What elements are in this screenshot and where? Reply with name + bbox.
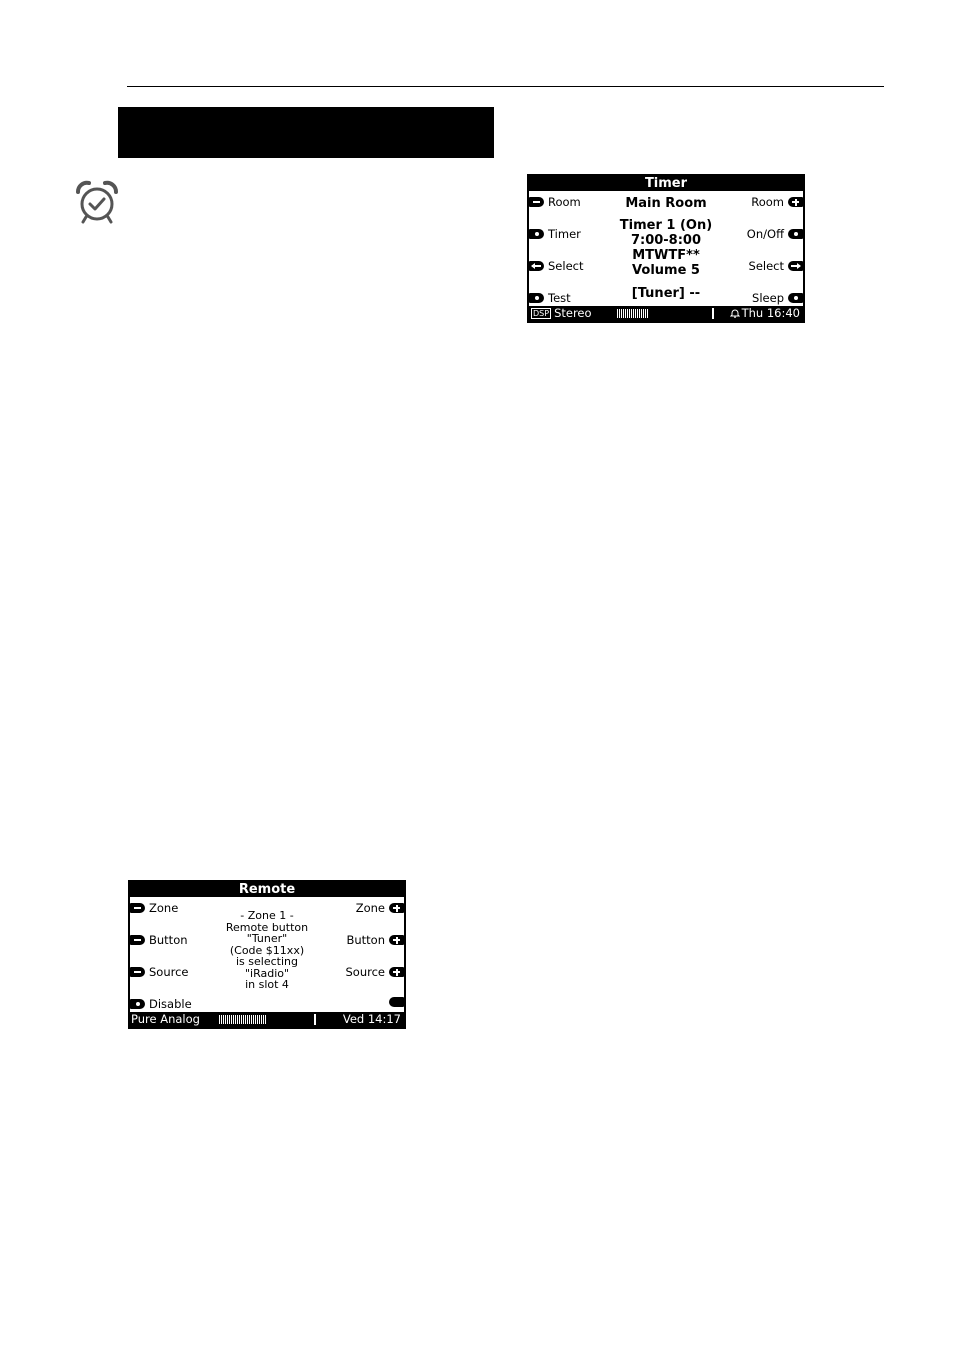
- volume-meter: [219, 1015, 266, 1024]
- softkey-label: Disable: [149, 997, 192, 1011]
- message-line: Remote button: [225, 920, 309, 934]
- timer-screen-title: Timer: [529, 176, 803, 191]
- timer-status: Timer 1 (On): [619, 218, 713, 233]
- source-selection: [Tuner] --: [631, 286, 701, 301]
- message-line: "iRadio": [244, 966, 290, 980]
- message-line: (Code $11xx): [229, 943, 305, 957]
- time-range: 7:00-8:00: [630, 233, 702, 248]
- softkey-label: Source: [149, 965, 189, 979]
- message-line: in slot 4: [245, 978, 289, 991]
- volume-marker: [712, 308, 714, 319]
- room-name: Main Room: [625, 196, 707, 211]
- softkey-label: Zone: [355, 901, 385, 915]
- softkey-label: Select: [748, 259, 784, 273]
- softkey-label: On/Off: [746, 227, 784, 241]
- clock-display: [730, 306, 800, 321]
- message-line: is selecting: [236, 955, 298, 968]
- timer-lcd-screen: [527, 174, 805, 323]
- softkey-label: Test: [548, 291, 571, 305]
- softkey-right-blank[interactable]: [385, 997, 404, 1007]
- bell-icon: [730, 308, 740, 318]
- softkey-label: Room: [548, 195, 581, 209]
- softkey-label: Sleep: [752, 291, 784, 305]
- days-of-week: MTWTF**: [632, 248, 700, 263]
- dot-button-icon: [130, 999, 145, 1009]
- remote-screen-title: Remote: [130, 882, 404, 897]
- alarm-clock-icon: [74, 179, 120, 225]
- volume-level: Volume 5: [632, 263, 700, 278]
- remote-lcd-screen: [128, 880, 406, 1029]
- audio-mode: Pure Analog: [131, 1012, 200, 1026]
- softkey-label: Select: [548, 259, 584, 273]
- audio-mode: Stereo: [554, 306, 592, 320]
- message-line: - Zone 1 -: [240, 909, 294, 922]
- dsp-badge: DSP: [533, 309, 550, 318]
- softkey-label: Button: [149, 933, 188, 947]
- section-header-bar: [118, 107, 494, 158]
- clock-display: Ved 14:17: [342, 1012, 401, 1026]
- top-rule: [127, 86, 884, 87]
- volume-marker: [314, 1014, 316, 1025]
- message-line: "Tuner": [246, 932, 288, 945]
- softkey-label: Source: [345, 965, 385, 979]
- timer-status-bar: [529, 306, 803, 321]
- remote-status-bar: [130, 1012, 404, 1027]
- softkey-label: Zone: [149, 901, 179, 915]
- clock-text: Thu 16:40: [741, 306, 800, 320]
- softkey-left-disable[interactable]: [130, 997, 192, 1011]
- blank-button-icon: [389, 997, 404, 1007]
- softkey-label: Timer: [548, 227, 581, 241]
- softkey-label: Room: [751, 195, 784, 209]
- volume-meter: [617, 309, 648, 318]
- softkey-label: Button: [346, 933, 385, 947]
